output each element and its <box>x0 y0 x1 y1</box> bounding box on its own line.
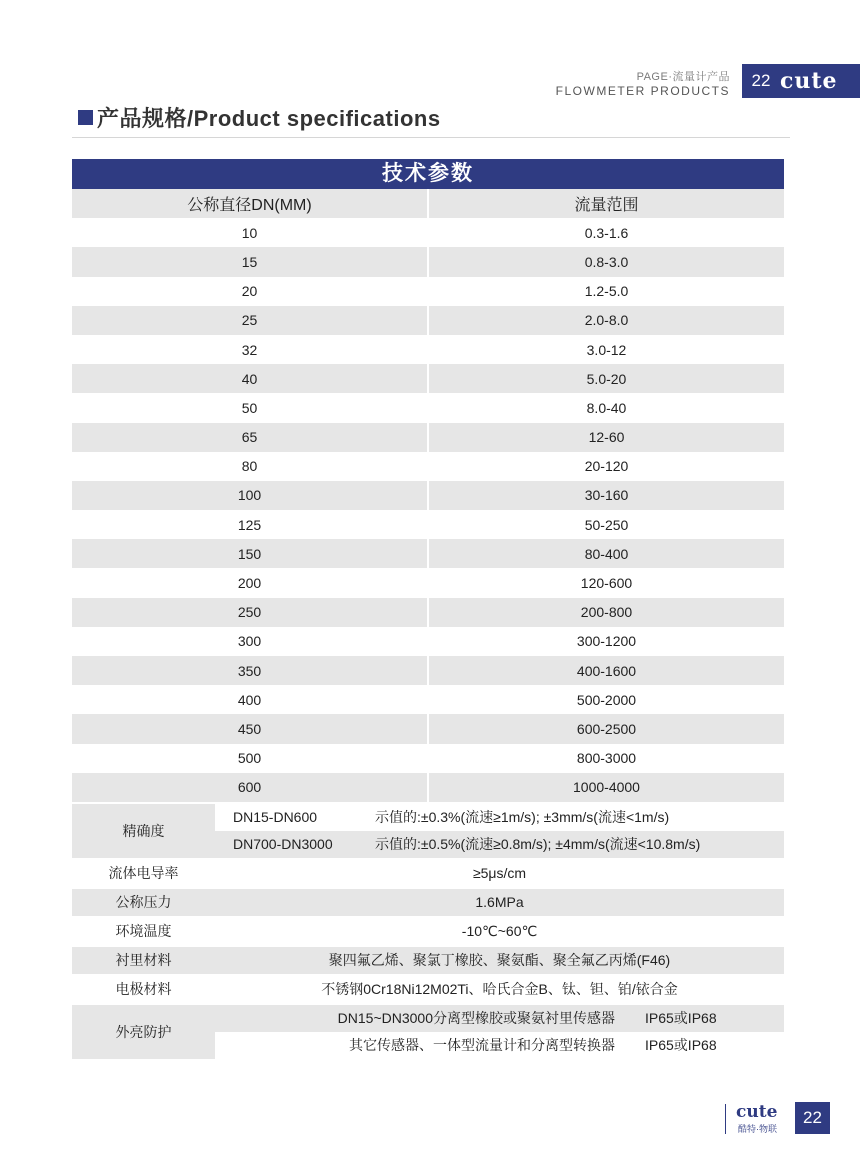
flow-range-cell: 800-3000 <box>427 744 784 773</box>
table-row <box>72 510 784 539</box>
section-title <box>78 102 441 133</box>
spec-accuracy-row <box>215 804 784 831</box>
spec-lining <box>72 945 784 974</box>
table-row <box>72 306 784 335</box>
title-divider <box>72 137 790 138</box>
spec-temperature <box>72 916 784 945</box>
spec-label: 精确度 <box>72 804 215 858</box>
accuracy-range: DN15-DN600 <box>233 809 318 826</box>
diameter-cell: 100 <box>72 481 427 510</box>
diameter-cell: 40 <box>72 364 427 393</box>
protection-item: DN15~DN3000分离型橡胶或聚氨衬里传感器 <box>337 1010 615 1027</box>
table-row <box>72 568 784 597</box>
protection-value: IP65或IP68 <box>645 1037 717 1054</box>
protection-value: IP65或IP68 <box>645 1010 717 1027</box>
spec-value: 不锈钢0Cr18Ni12M02Ti、哈氏合金B、钛、钽、铂/铱合金 <box>321 981 678 998</box>
table-row <box>72 335 784 364</box>
flow-range-cell: 30-160 <box>427 481 784 510</box>
flow-range-cell: 20-120 <box>427 452 784 481</box>
flow-range-cell: 12-60 <box>427 423 784 452</box>
diameter-cell: 125 <box>237 516 262 533</box>
table-row <box>72 773 784 802</box>
spec-label: 衬里材料 <box>72 947 215 974</box>
table-row <box>72 714 784 743</box>
header-logo: cute <box>780 68 838 94</box>
diameter-cell: 20 <box>241 283 258 300</box>
table-header-row <box>72 189 784 218</box>
flow-range-cell: 80-400 <box>427 539 784 568</box>
header-badge <box>742 64 860 98</box>
table-body <box>72 218 784 802</box>
table-row <box>72 364 784 393</box>
flow-range-cell: 600-2500 <box>427 714 784 743</box>
spec-label: 流体电导率 <box>108 865 179 882</box>
diameter-cell: 32 <box>241 341 258 358</box>
accuracy-value: 示值的:±0.3%(流速≥1m/s); ±3mm/s(流速<1m/s) <box>375 809 670 826</box>
spec-value: 1.6MPa <box>215 889 784 916</box>
table-row <box>72 744 784 773</box>
table-row <box>72 247 784 276</box>
spec-protection-row <box>215 1005 784 1032</box>
footer-brand: 酷特·物联 <box>738 1124 777 1134</box>
flow-range-cell: 50-250 <box>427 510 784 539</box>
table-row <box>72 218 784 247</box>
spec-value: -10℃~60℃ <box>461 922 538 939</box>
spec-accuracy-row <box>215 831 784 858</box>
flow-range-cell: 200-800 <box>427 598 784 627</box>
diameter-cell: 25 <box>72 306 427 335</box>
flow-range-cell: 3.0-12 <box>427 335 784 364</box>
table-row <box>72 277 784 306</box>
diameter-cell: 600 <box>72 773 427 802</box>
diameter-cell: 300 <box>237 633 262 650</box>
column-header-flow-range: 流量范围 <box>427 189 784 218</box>
flow-range-cell: 8.0-40 <box>427 393 784 422</box>
table-row <box>72 598 784 627</box>
table-row <box>72 656 784 685</box>
spec-conductivity <box>72 858 784 887</box>
header-subtitle: FLOWMETER PRODUCTS <box>555 84 730 98</box>
flow-range-cell: 500-2000 <box>427 685 784 714</box>
flow-range-cell: 1000-4000 <box>427 773 784 802</box>
diameter-cell: 200 <box>237 575 262 592</box>
title-square-icon <box>78 110 93 125</box>
spec-pressure <box>72 887 784 916</box>
table-row <box>72 423 784 452</box>
diameter-cell: 250 <box>72 598 427 627</box>
table-row <box>72 627 784 656</box>
table-row <box>72 393 784 422</box>
table-row <box>72 685 784 714</box>
diameter-cell: 80 <box>241 458 258 475</box>
spec-value: 聚四氟乙烯、聚氯丁橡胶、聚氨酯、聚全氟乙丙烯(F46) <box>215 947 784 974</box>
header-page-label: PAGE·流量计产品 <box>636 71 730 83</box>
table-title: 技术参数 <box>72 159 784 189</box>
section-title-text: 产品规格/Product specifications <box>97 106 441 131</box>
header-page-number: 22 <box>751 71 771 90</box>
diameter-cell: 150 <box>72 539 427 568</box>
diameter-cell: 500 <box>237 750 262 767</box>
diameter-cell: 350 <box>72 656 427 685</box>
spec-label: 电极材料 <box>115 981 172 998</box>
table-row <box>72 481 784 510</box>
flow-range-cell: 0.8-3.0 <box>427 247 784 276</box>
diameter-cell: 400 <box>237 691 262 708</box>
spec-table <box>72 159 784 1059</box>
flow-range-cell: 300-1200 <box>427 627 784 656</box>
footer-divider <box>725 1104 726 1134</box>
diameter-cell: 50 <box>241 399 258 416</box>
footer-logo: cute <box>736 1102 778 1122</box>
diameter-cell: 65 <box>72 423 427 452</box>
spec-label: 外亮防护 <box>72 1005 215 1059</box>
diameter-cell: 450 <box>72 714 427 743</box>
flow-range-cell: 5.0-20 <box>427 364 784 393</box>
flow-range-cell: 120-600 <box>427 568 784 597</box>
diameter-cell: 15 <box>72 247 427 276</box>
spec-label: 公称压力 <box>72 889 215 916</box>
diameter-cell: 10 <box>241 224 258 241</box>
flow-range-cell: 0.3-1.6 <box>427 218 784 247</box>
spec-label: 环境温度 <box>115 923 172 940</box>
accuracy-range: DN700-DN3000 <box>233 836 333 853</box>
accuracy-value: 示值的:±0.5%(流速≥0.8m/s); ±4mm/s(流速<10.8m/s) <box>375 836 701 853</box>
spec-protection <box>72 1003 784 1059</box>
table-row <box>72 539 784 568</box>
flow-range-cell: 2.0-8.0 <box>427 306 784 335</box>
table-row <box>72 452 784 481</box>
flow-range-cell: 1.2-5.0 <box>427 277 784 306</box>
footer-page-number: 22 <box>795 1102 830 1134</box>
spec-value: ≥5μs/cm <box>472 865 527 882</box>
column-header-diameter: 公称直径DN(MM) <box>72 189 427 218</box>
spec-protection-row <box>215 1032 784 1059</box>
spec-accuracy <box>72 802 784 858</box>
flow-range-cell: 400-1600 <box>427 656 784 685</box>
spec-electrode <box>72 974 784 1003</box>
protection-item: 其它传感器、一体型流量计和分离型转换器 <box>349 1037 615 1054</box>
